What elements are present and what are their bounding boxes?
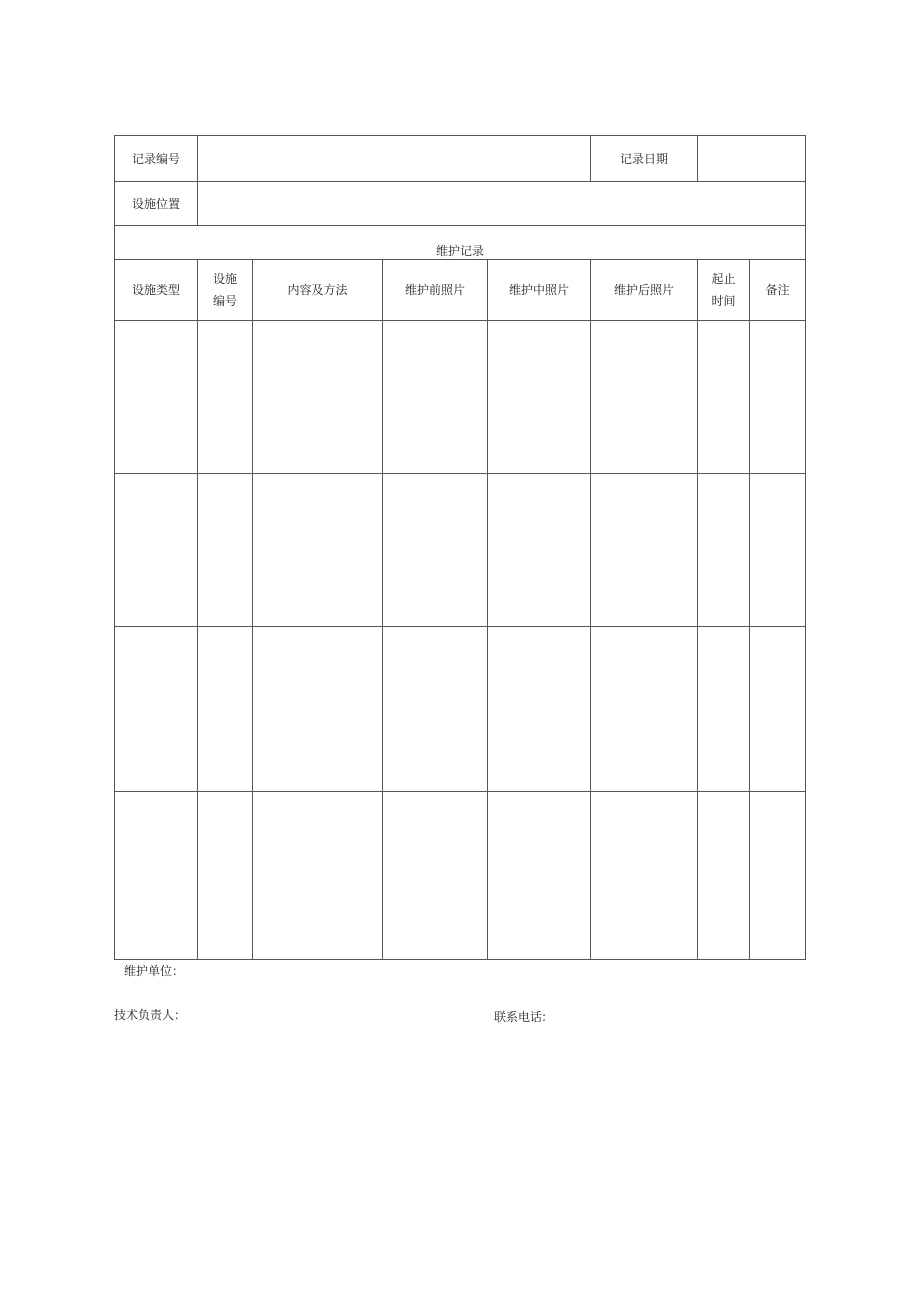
facility-no-cell[interactable] xyxy=(198,792,253,960)
record-date-label: 记录日期 xyxy=(591,136,698,182)
facility-no-cell[interactable] xyxy=(198,321,253,474)
facility-no-cell[interactable] xyxy=(198,474,253,627)
facility-type-cell[interactable] xyxy=(115,321,198,474)
col-facility-no-line1: 设施 xyxy=(212,272,237,286)
col-remarks: 备注 xyxy=(750,260,806,321)
after-photo-cell[interactable] xyxy=(591,792,698,960)
table-row xyxy=(115,792,806,960)
during-photo-cell[interactable] xyxy=(488,792,591,960)
remarks-cell[interactable] xyxy=(750,792,806,960)
content-method-cell[interactable] xyxy=(253,792,383,960)
section-title: 维护记录 xyxy=(115,226,806,260)
location-label: 设施位置 xyxy=(115,182,198,226)
facility-type-cell[interactable] xyxy=(115,474,198,627)
during-photo-cell[interactable] xyxy=(488,474,591,627)
during-photo-cell[interactable] xyxy=(488,321,591,474)
section-title-row xyxy=(115,226,806,260)
remarks-cell[interactable] xyxy=(750,627,806,792)
remarks-cell[interactable] xyxy=(750,474,806,627)
facility-type-cell[interactable] xyxy=(115,627,198,792)
after-photo-cell[interactable] xyxy=(591,474,698,627)
table-row xyxy=(115,474,806,627)
record-no-label: 记录编号 xyxy=(115,136,198,182)
col-facility-no xyxy=(198,260,253,321)
during-photo-cell[interactable] xyxy=(488,627,591,792)
content-method-cell[interactable] xyxy=(253,627,383,792)
location-row xyxy=(115,182,806,226)
facility-no-cell[interactable] xyxy=(198,627,253,792)
location-field[interactable] xyxy=(198,182,806,226)
col-facility-no-line2: 编号 xyxy=(212,294,237,308)
content-method-cell[interactable] xyxy=(253,321,383,474)
record-date-field[interactable] xyxy=(698,136,806,182)
time-cell[interactable] xyxy=(698,321,750,474)
record-header-row xyxy=(115,136,806,182)
maintenance-record-table xyxy=(114,135,806,960)
column-header-row xyxy=(115,260,806,321)
col-time-line1: 起止 xyxy=(711,272,736,286)
before-photo-cell[interactable] xyxy=(383,627,488,792)
col-time xyxy=(698,260,750,321)
col-time-line2: 时间 xyxy=(711,294,736,308)
table-row xyxy=(115,321,806,474)
col-after-photo: 维护后照片 xyxy=(591,260,698,321)
facility-type-cell[interactable] xyxy=(115,792,198,960)
col-during-photo: 维护中照片 xyxy=(488,260,591,321)
after-photo-cell[interactable] xyxy=(591,627,698,792)
content-method-cell[interactable] xyxy=(253,474,383,627)
col-content-method: 内容及方法 xyxy=(253,260,383,321)
record-no-field[interactable] xyxy=(198,136,591,182)
before-photo-cell[interactable] xyxy=(383,792,488,960)
col-facility-type: 设施类型 xyxy=(115,260,198,321)
time-cell[interactable] xyxy=(698,792,750,960)
table-row xyxy=(115,627,806,792)
maintenance-unit-label: 维护单位： xyxy=(124,964,185,978)
col-before-photo: 维护前照片 xyxy=(383,260,488,321)
time-cell[interactable] xyxy=(698,627,750,792)
remarks-cell[interactable] xyxy=(750,321,806,474)
after-photo-cell[interactable] xyxy=(591,321,698,474)
before-photo-cell[interactable] xyxy=(383,474,488,627)
tech-lead-label: 技术负责人： xyxy=(114,1008,187,1022)
contact-phone-label: 联系电话: xyxy=(494,1010,547,1024)
before-photo-cell[interactable] xyxy=(383,321,488,474)
time-cell[interactable] xyxy=(698,474,750,627)
